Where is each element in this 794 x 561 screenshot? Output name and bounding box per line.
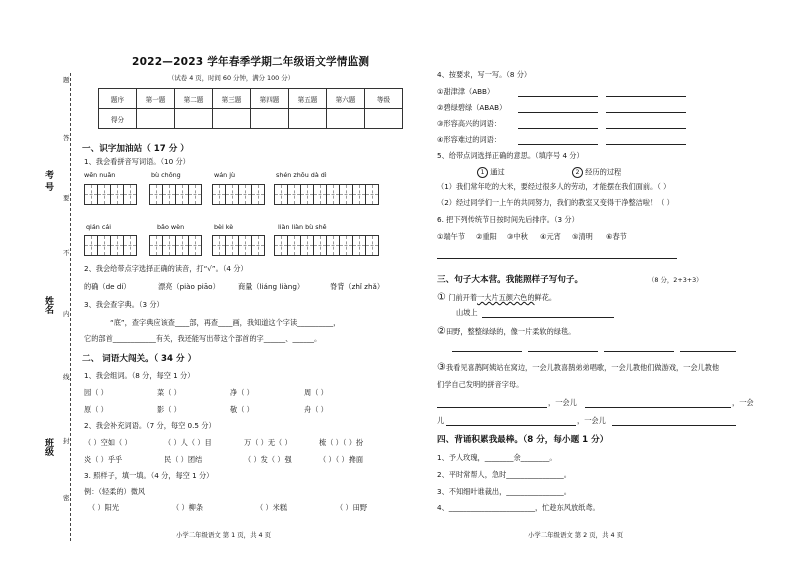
- question-2-2: 2、我会补充词语。（7 分，每空 0.5 分）: [84, 421, 216, 430]
- word-item[interactable]: 周（ ）: [304, 388, 328, 397]
- pronunciation-item[interactable]: 的确（de dí）: [84, 282, 131, 291]
- recitation-item[interactable]: 4、________________________，忙趁东风放纸鸢。: [437, 503, 600, 512]
- answer-line[interactable]: [606, 136, 686, 145]
- answer-line[interactable]: [604, 343, 674, 352]
- idiom-item[interactable]: 梳（ ）（ ）扮: [319, 438, 364, 447]
- binding-mark: 答: [63, 134, 70, 142]
- requirement-item: ④形容难过的词语：: [437, 135, 501, 144]
- binding-mark: 不: [63, 249, 70, 257]
- pronunciation-item[interactable]: 脊背（zhǐ zhǎ）: [330, 282, 385, 291]
- festival: ①端午节: [437, 232, 466, 241]
- score-row-label: 得分: [99, 109, 137, 129]
- pinyin: bèi kè: [214, 223, 234, 231]
- meaning-sentence: （1）我们常年吃的大米，要经过很多人的劳动，才能摆在我们面前。（ ）: [437, 182, 671, 191]
- answer-line[interactable]: [518, 104, 598, 113]
- yihuier-label: ，一会儿: [548, 398, 577, 407]
- name-label: 姓名: [43, 296, 53, 314]
- sentence-example-2: ②田野，整整绿绿的，像一片柔软的绿毯。: [437, 326, 576, 337]
- idiom-item[interactable]: （ ）空如（ ）: [84, 438, 132, 447]
- page-footer: 小学二年级语文 第 2 页，共 4 页: [528, 531, 623, 539]
- requirement-item: ①甜津津（ABB）: [437, 87, 495, 96]
- score-header: 第六题: [327, 89, 365, 109]
- sentence-example-3-cont: 们学自己发明的拼音字母。: [437, 380, 524, 389]
- binding-mark: 线: [63, 373, 70, 381]
- word-item[interactable]: 舟（ ）: [304, 405, 328, 414]
- phrase-item[interactable]: （ ）阳光: [88, 503, 120, 512]
- score-table: [98, 88, 403, 129]
- score-header: 等级: [365, 89, 403, 109]
- sentence-example-1: ① 门前开着一大片五颜六色的鲜花。: [437, 292, 557, 303]
- requirement-item: ②碧绿碧绿（ABAB）: [437, 103, 507, 112]
- festival: ④元宵: [540, 232, 561, 241]
- answer-line[interactable]: [452, 343, 522, 352]
- sentence-example-3: ③我看见喜鹊阿姨站在窝边，一会儿教喜鹊弟弟唱歌，一会儿教他们做游戏，一会儿教他: [437, 362, 720, 373]
- page-footer: 小学二年级语文 第 1 页，共 4 页: [176, 531, 271, 539]
- answer-line[interactable]: [606, 104, 686, 113]
- pinyin: liàn liàn bù shě: [278, 223, 327, 231]
- binding-mark: 内: [63, 310, 70, 318]
- score-header: 第四题: [251, 89, 289, 109]
- meaning-sentence: （2）经过同学们一上午的共同努力，我们的教室又变得干净整洁啦！（ ）: [437, 198, 674, 207]
- writing-grid[interactable]: [149, 184, 202, 205]
- section-3-score: （8 分，2+3+3）: [648, 276, 703, 284]
- writing-grid[interactable]: [274, 235, 379, 256]
- score-header: 第三题: [213, 89, 251, 109]
- example: 例：（轻柔的）微风: [84, 487, 146, 496]
- score-cell[interactable]: [289, 109, 327, 129]
- festival: ⑥春节: [606, 232, 627, 241]
- score-cell[interactable]: [327, 109, 365, 129]
- meaning-option: 1 通过: [477, 167, 505, 178]
- word-item[interactable]: 原（ ）: [84, 405, 108, 414]
- writing-grid[interactable]: [84, 235, 137, 256]
- idiom-item[interactable]: 民（ ）团结: [164, 455, 203, 464]
- answer-line[interactable]: [446, 417, 576, 426]
- answer-line[interactable]: [606, 120, 686, 129]
- section-2-heading: 二、 词语大闯关。（ 34 分 ）: [82, 354, 197, 364]
- er-label: 儿: [437, 416, 445, 425]
- binding-mark: 密: [63, 494, 70, 502]
- dictionary-line: 它的部首____________有关，我还能写出带这个部首的字______、______。: [84, 334, 322, 343]
- score-header: 题序: [99, 89, 137, 109]
- recitation-item[interactable]: 2、平时常帮人，急时________________。: [437, 470, 571, 479]
- question-1-2: 2、我会给带点字选择正确的读音，打“√”。（4 分）: [84, 264, 248, 273]
- word-item[interactable]: 净（ ）: [230, 388, 254, 397]
- page-title: 2022—2023 学年春季学期二年级语文学情监测: [132, 56, 370, 68]
- answer-line[interactable]: [585, 399, 731, 408]
- recitation-item[interactable]: 1、予人玫瑰，________余________。: [437, 453, 557, 462]
- writing-grid[interactable]: [84, 184, 137, 205]
- pinyin: shén zhōu dà dì: [276, 171, 327, 179]
- phrase-item[interactable]: （ ）柳条: [172, 503, 204, 512]
- question-4: 4、按要求，写一写。（8 分）: [437, 70, 532, 79]
- festival: ②重阳: [476, 232, 497, 241]
- pinyin: qián cái: [86, 223, 112, 231]
- class-label: 班级: [43, 438, 53, 456]
- question-6: 6. 把下列传统节日按时间先后排序。（3 分）: [437, 215, 579, 224]
- score-cell[interactable]: [365, 109, 403, 129]
- question-2-1: 1、我会组词。（8 分，每空 1 分）: [84, 371, 195, 380]
- binding-mark: 封: [63, 437, 70, 445]
- yihuier-label: ，一会儿: [577, 416, 606, 425]
- page-subtitle: （试卷 4 页，时间 60 分钟，满分 100 分）: [168, 74, 295, 82]
- dictionary-line: “底”，查字典应该查____部，再查____画，我知道这个字读__________，: [110, 318, 341, 327]
- question-5: 5、给带点词选择正确的意思。（填序号 4 分）: [437, 151, 584, 160]
- pronunciation-item[interactable]: 漂亮（piào piāo）: [158, 282, 220, 291]
- answer-line[interactable]: [437, 399, 547, 408]
- question-1-3: 3、我会查字典。（3 分）: [84, 300, 164, 309]
- requirement-item: ③形容高兴的词语：: [437, 119, 501, 128]
- sentence-prompt: 山坡上: [456, 308, 478, 317]
- writing-grid[interactable]: [212, 184, 265, 205]
- meaning-option: 2 经历的过程: [572, 167, 621, 178]
- answer-line[interactable]: [482, 309, 614, 318]
- binding-mark: 题: [63, 76, 70, 84]
- pinyin: wán jù: [214, 171, 236, 179]
- pinyin: bǎo wèn: [157, 223, 185, 231]
- answer-line[interactable]: [606, 88, 686, 97]
- idiom-item[interactable]: （ ）发（ ）强: [244, 455, 292, 464]
- pinyin: bù chǒng: [151, 171, 181, 179]
- pronunciation-item[interactable]: 商量（liáng liàng）: [238, 282, 305, 291]
- word-item[interactable]: 园（ ）: [84, 388, 108, 397]
- yihui-label: ，一会: [732, 398, 754, 407]
- answer-line[interactable]: [518, 136, 598, 145]
- writing-grid[interactable]: [212, 235, 265, 256]
- question-2-3: 3. 照样子，填一填。（4 分，每空 1 分）: [84, 471, 214, 480]
- phrase-item[interactable]: （ ）米糕: [256, 503, 288, 512]
- binding-mark: 要: [63, 194, 70, 202]
- idiom-item[interactable]: （ ）人（ ）目: [164, 438, 212, 447]
- writing-grid[interactable]: [274, 184, 379, 205]
- idiom-item[interactable]: （ ）（ ）搀面: [319, 455, 364, 464]
- answer-line[interactable]: [518, 120, 598, 129]
- binding-line: [70, 73, 71, 541]
- writing-grid[interactable]: [149, 235, 202, 256]
- answer-line[interactable]: [518, 88, 598, 97]
- idiom-item[interactable]: 炎（ ）乎乎: [84, 455, 123, 464]
- answer-line[interactable]: [680, 343, 736, 352]
- word-item[interactable]: 影（ ）: [157, 405, 181, 414]
- phrase-item[interactable]: （ ）田野: [336, 503, 368, 512]
- word-item[interactable]: 菜（ ）: [157, 388, 181, 397]
- answer-line[interactable]: [437, 250, 677, 259]
- section-3-heading: 三、句子大本营。我能照样子写句子。: [437, 275, 584, 285]
- word-item[interactable]: 敬（ ）: [230, 405, 254, 414]
- answer-line[interactable]: [528, 343, 598, 352]
- score-cell[interactable]: [175, 109, 213, 129]
- pinyin: wēn nuǎn: [84, 171, 116, 179]
- festival: ③中秋: [507, 232, 528, 241]
- score-cell[interactable]: [213, 109, 251, 129]
- score-cell[interactable]: [137, 109, 175, 129]
- festival: ⑤清明: [572, 232, 593, 241]
- recitation-item[interactable]: 3、不知细叶谁裁出，________________。: [437, 487, 571, 496]
- section-1-heading: 一、识字加油站（ 17 分 ）: [82, 144, 189, 154]
- answer-line[interactable]: [612, 417, 736, 426]
- score-header: 第一题: [137, 89, 175, 109]
- idiom-item[interactable]: 万（ ）无（ ）: [244, 438, 292, 447]
- score-header: 第二题: [175, 89, 213, 109]
- score-header: 第五题: [289, 89, 327, 109]
- section-4-heading: 四、背诵积累我最棒。（8 分，每小题 1 分）: [437, 435, 609, 445]
- question-1-1: 1、我会看拼音写词语。（10 分）: [84, 157, 190, 166]
- exam-number-label: 考 号: [43, 170, 53, 192]
- score-cell[interactable]: [251, 109, 289, 129]
